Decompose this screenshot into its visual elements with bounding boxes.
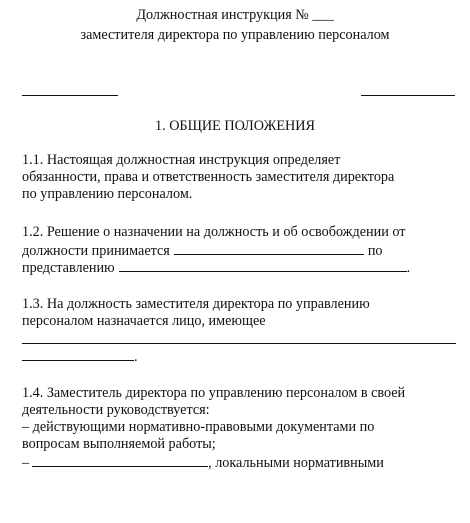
paragraph-line-with-blank: [22, 347, 462, 364]
document-subtitle: заместителя директора по управлению персоналом: [80, 27, 390, 43]
blank-field-documents[interactable]: [32, 453, 208, 467]
paragraph-line-with-blank: [22, 330, 462, 347]
paragraph-line: персоналом назначается лицо, имеющее: [22, 313, 266, 329]
paragraph-line: 1.2. Решение о назначении на должность и об освобождении от: [22, 224, 406, 240]
paragraph-1-3: [22, 296, 462, 364]
paragraph-line-with-blank: [22, 453, 462, 470]
blank-field-appointing-authority[interactable]: [174, 241, 364, 255]
paragraph-line-with-blank: [22, 258, 462, 275]
paragraph-line-with-blank: [22, 241, 462, 258]
paragraph-line: деятельности руководствуется:: [22, 402, 210, 418]
paragraph-1-1: [22, 152, 462, 203]
paragraph-line: – действующими нормативно-правовыми документами по: [22, 419, 375, 435]
paragraph-text: должности принимается: [22, 243, 170, 259]
blank-field-representation[interactable]: [119, 258, 407, 272]
blank-field-left[interactable]: [22, 95, 118, 96]
paragraph-line: по управлению персоналом.: [22, 186, 193, 202]
paragraph-text: по: [367, 243, 383, 259]
paragraph-text: .: [134, 349, 138, 365]
section-heading: 1. ОБЩИЕ ПОЛОЖЕНИЯ: [155, 118, 315, 134]
blank-field-qualifications[interactable]: [22, 330, 456, 344]
paragraph-line: 1.1. Настоящая должностная инструкция определяет: [22, 152, 341, 168]
paragraph-1-2: [22, 224, 462, 275]
paragraph-1-4: [22, 385, 462, 470]
paragraph-text: .: [406, 260, 411, 276]
paragraph-line: 1.4. Заместитель директора по управлению персоналом в своей: [22, 385, 406, 401]
paragraph-line: вопросам выполняемой работы;: [22, 436, 216, 452]
paragraph-line: 1.3. На должность заместителя директора по управлению: [22, 296, 370, 312]
paragraph-text: , локальными нормативными: [208, 455, 384, 471]
paragraph-line: обязанности, права и ответственность заместителя директора: [22, 169, 395, 185]
blank-field-qualifications-continued[interactable]: [22, 347, 134, 361]
paragraph-text: –: [22, 455, 30, 471]
paragraph-text: представлению: [22, 260, 115, 276]
blank-field-right[interactable]: [361, 95, 455, 96]
document-title: Должностная инструкция № ___: [136, 7, 334, 23]
